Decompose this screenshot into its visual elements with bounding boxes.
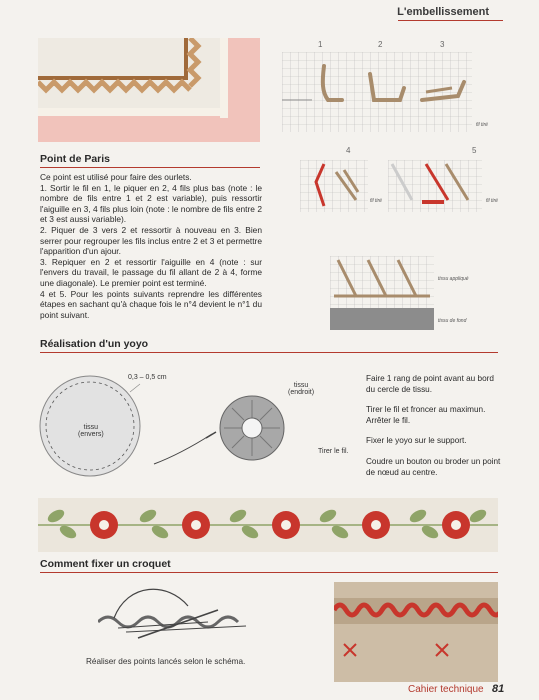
page-number: 81: [492, 683, 505, 695]
fil-tire-label-3: fil tiré: [486, 198, 498, 204]
paragraph-step-2: 2. Piquer de 3 vers 2 et ressortir à nouveau en 3. Bien serrer pour regrouper les fils inclus entre 2 et 3 et permettre l'apparition d'un ajour.: [40, 224, 262, 257]
yoyo-instruction-4: Coudre un bouton ou broder un point de nœud au centre.: [366, 456, 501, 477]
tissu-de-fond-label: tissu de fond: [438, 318, 467, 324]
yoyo-rule: [40, 352, 498, 353]
paragraph-step-4-5: 4 et 5. Pour les points suivants reprendre les différentes étapes en sachant qu'à chaque fois le n°4 devient le n°1 du point suivant.: [40, 288, 262, 320]
croquet-title: Comment fixer un croquet: [40, 558, 171, 570]
paragraph-intro: Ce point est utilisé pour faire des ourlets.: [40, 172, 192, 182]
tissu-envers-line-1: tissu: [83, 424, 99, 431]
step-number-4: 4: [346, 146, 351, 155]
point-de-paris-rule: [40, 167, 260, 168]
paragraph-step-1: 1. Sortir le fil en 1, le piquer en 2, 4 fils plus bas (note : le nombre de fils entre 1 et 2 est variable), puis ressortir l'aiguille en 3, 4 fils plus loin (note : le nombre de fils entre 2 et 3 est aussi variable).: [40, 182, 262, 225]
fil-tire-label-1: fil tiré: [476, 122, 488, 128]
fil-tire-label-2: fil tiré: [370, 198, 382, 204]
yoyo-instructions: [366, 374, 504, 478]
point-de-paris-instructions: [40, 172, 262, 320]
header-rule: [398, 20, 503, 21]
point-de-paris-applique-diagram: [330, 256, 434, 330]
tissu-envers-line-2: (envers): [78, 431, 104, 438]
tissu-applique-label: tissu appliqué: [438, 276, 469, 282]
yoyo-instruction-3: Fixer le yoyo sur le support.: [366, 436, 467, 446]
yoyo-ribbon-photo: [38, 498, 498, 552]
gathered-yoyo-illustration: [218, 392, 288, 464]
page-header-title: L'embellissement: [397, 6, 489, 18]
point-de-paris-diagram-step-5: [388, 160, 482, 212]
tissu-envers-label: [78, 424, 104, 438]
croquet-fabric-photo: [334, 582, 498, 682]
point-de-paris-diagram-steps-1-3: [282, 52, 472, 132]
croquet-stitch-diagram: [98, 582, 258, 646]
step-number-3: 3: [440, 40, 445, 49]
point-de-paris-diagram-step-4: [300, 160, 368, 212]
yoyo-title: Réalisation d'un yoyo: [40, 338, 149, 350]
step-number-1: 1: [318, 40, 323, 49]
point-de-paris-title: Point de Paris: [40, 153, 111, 165]
paragraph-step-3: 3. Repiquer en 2 et ressortir l'aiguille en 4 (note : sur l'envers du travail, le passage du fil allant de 2 à 4, forme une diagonale). Le premier point est terminé.: [40, 256, 262, 288]
yoyo-instruction-2: Tirer le fil et froncer au maximun. Arrêter le fil.: [366, 405, 486, 425]
footer-label: Cahier technique: [408, 684, 484, 695]
step-number-2: 2: [378, 40, 383, 49]
croquet-rule: [40, 572, 498, 573]
yoyo-instruction-1: Faire 1 rang de point avant au bord du cercle de tissu.: [366, 374, 494, 394]
croquet-caption: Réaliser des points lancés selon le schéma.: [86, 657, 246, 666]
tissu-endroit-line-2: (endroit): [288, 389, 315, 396]
cross-stitch-border-photo: [38, 38, 260, 142]
tissu-endroit-line-1: tissu: [293, 382, 309, 389]
needle-and-thread-icon: [150, 428, 220, 468]
tissu-endroit-label: [288, 382, 314, 396]
step-number-5: 5: [472, 146, 477, 155]
seam-allowance-label: 0,3 – 0,5 cm: [128, 374, 167, 381]
tirer-le-fil-label: Tirer le fil.: [318, 448, 349, 455]
